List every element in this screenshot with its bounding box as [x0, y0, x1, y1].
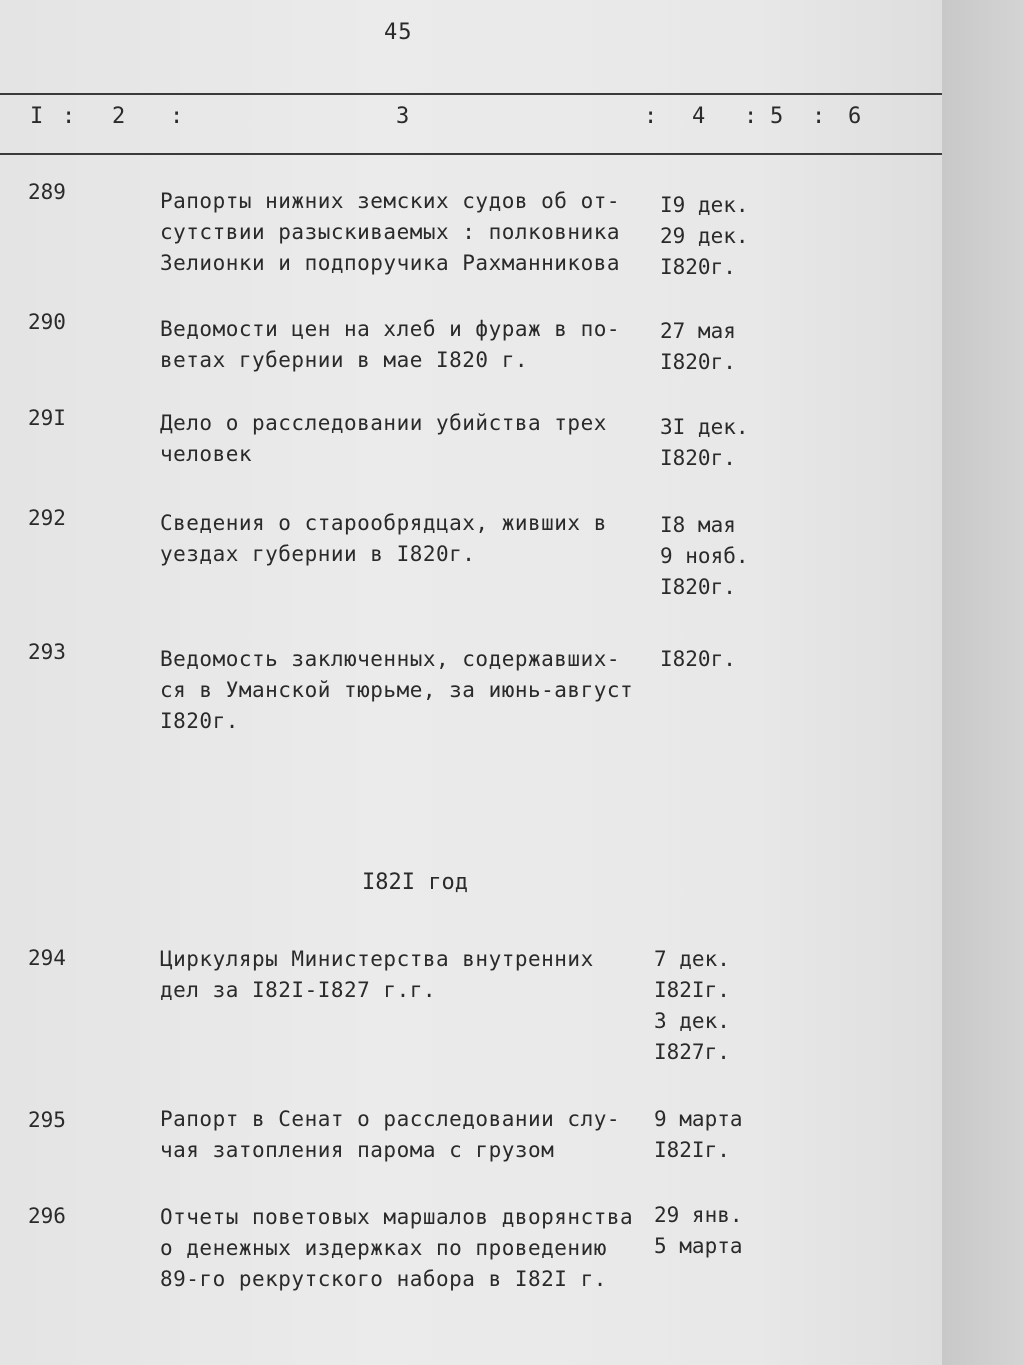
column-header-5: 5	[770, 104, 784, 129]
description-line: уездах губернии в I820г.	[160, 542, 476, 566]
entry-description	[160, 314, 650, 376]
description-line: дел за I82I-I827 г.г.	[160, 978, 437, 1002]
description-line: Отчеты поветовых маршалов дворянства	[160, 1205, 634, 1229]
description-line: Ведомости цен на хлеб и фураж в по-	[160, 317, 621, 341]
date-line: 9 нояб.	[660, 544, 749, 568]
entry-description	[160, 508, 650, 570]
column-header-1: I	[30, 104, 44, 129]
entry-dates	[654, 1104, 764, 1166]
column-header-2: 2	[112, 104, 126, 129]
column-header-3: 3	[396, 104, 410, 129]
date-line: I8 мая	[660, 513, 736, 537]
entry-dates	[654, 944, 764, 1068]
column-header-4: 4	[692, 104, 706, 129]
entry-description	[160, 644, 650, 737]
entry-description	[160, 944, 650, 1006]
background-strip	[942, 0, 1024, 1365]
date-line: I820г.	[660, 446, 736, 470]
date-line: I820г.	[660, 647, 736, 671]
entry-number: 293	[28, 640, 66, 664]
entry-number: 289	[28, 180, 66, 204]
description-line: 89-го рекрутского набора в I82I г.	[160, 1267, 607, 1291]
date-line: 3I дек.	[660, 415, 749, 439]
date-line: 3 дек.	[654, 1009, 730, 1033]
description-line: Ведомость заключенных, содержавших-	[160, 647, 621, 671]
header-rule-top	[0, 93, 942, 95]
description-line: Сведения о старообрядцах, живших в	[160, 511, 607, 535]
entry-dates	[660, 412, 770, 474]
date-line: 27 мая	[660, 319, 736, 343]
entry-dates	[660, 644, 770, 675]
page-number: 45	[384, 20, 413, 45]
entry-description	[160, 186, 650, 279]
date-line: I827г.	[654, 1040, 730, 1064]
entry-dates	[660, 190, 770, 283]
column-separator: :	[170, 104, 184, 129]
date-line: 7 дек.	[654, 947, 730, 971]
column-separator: :	[744, 104, 758, 129]
entry-number: 292	[28, 506, 66, 530]
entry-number: 294	[28, 946, 66, 970]
description-line: о денежных издержках по проведению	[160, 1236, 607, 1260]
description-line: чая затопления парома с грузом	[160, 1138, 555, 1162]
entry-dates	[654, 1200, 764, 1262]
entry-number: 296	[28, 1204, 66, 1228]
entry-description	[160, 408, 650, 470]
description-line: Зелионки и подпоручика Рахманникова	[160, 251, 621, 275]
entry-description	[160, 1202, 650, 1295]
description-line: ветах губернии в мае I820 г.	[160, 348, 529, 372]
date-line: 29 дек.	[660, 224, 749, 248]
date-line: I820г.	[660, 255, 736, 279]
column-separator: :	[62, 104, 76, 129]
date-line: I820г.	[660, 575, 736, 599]
description-line: Рапорт в Сенат о расследовании слу-	[160, 1107, 621, 1131]
header-rule-bottom	[0, 153, 942, 155]
year-heading: I82I год	[362, 870, 468, 895]
date-line: I82Iг.	[654, 978, 730, 1002]
date-line: I820г.	[660, 350, 736, 374]
description-line: сутствии разыскиваемых : полковника	[160, 220, 621, 244]
entry-dates	[660, 316, 770, 378]
date-line: 5 марта	[654, 1234, 743, 1258]
description-line: Дело о расследовании убийства трех	[160, 411, 607, 435]
date-line: I9 дек.	[660, 193, 749, 217]
date-line: 9 марта	[654, 1107, 743, 1131]
column-separator: :	[644, 104, 658, 129]
description-line: человек	[160, 442, 253, 466]
description-line: I820г.	[160, 709, 239, 733]
entry-number: 295	[28, 1108, 66, 1132]
description-line: Циркуляры Министерства внутренних	[160, 947, 594, 971]
entry-number: 290	[28, 310, 66, 334]
column-header-6: 6	[848, 104, 862, 129]
column-separator: :	[812, 104, 826, 129]
entry-dates	[660, 510, 770, 603]
entry-number: 29I	[28, 406, 66, 430]
entry-description	[160, 1104, 650, 1166]
description-line: ся в Уманской тюрьме, за июнь-август	[160, 678, 634, 702]
date-line: I82Iг.	[654, 1138, 730, 1162]
date-line: 29 янв.	[654, 1203, 743, 1227]
description-line: Рапорты нижних земских судов об от-	[160, 189, 621, 213]
